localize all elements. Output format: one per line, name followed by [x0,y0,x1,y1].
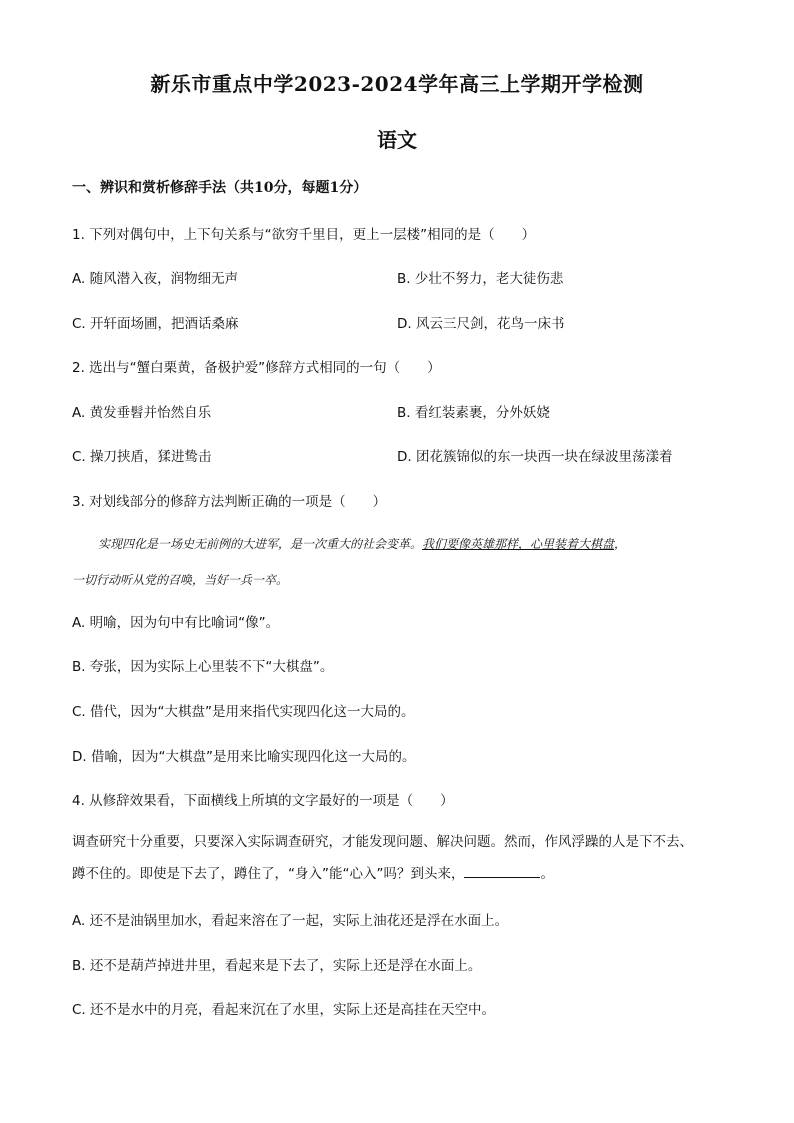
question-2-option-d: D. 团花簇锦似的东一块西一块在绿波里荡漾着 [397,449,673,465]
question-2-stem: 2. 选出与“蟹白栗黄，备极护爱”修辞方式相同的一句（ ） [72,360,441,376]
question-3-passage [72,526,722,598]
question-2-option-b: B. 看红装素裹，分外妖娆 [397,405,550,421]
question-4-option-c: C. 还不是水中的月亮，看起来沉在了水里，实际上还是高挂在天空中。 [72,1002,496,1018]
section-heading: 一、辨识和赏析修辞手法（共10分，每题1分） [72,180,368,196]
answer-blank[interactable] [464,863,540,878]
page-subtitle: 语文 [377,128,417,152]
question-1-option-b: B. 少壮不努力，老大徒伤悲 [397,271,564,287]
paragraph-line-2: 蹲不住的。即使是下去了，蹲住了，“身入”能“心入”吗？到头来， [72,866,465,882]
paragraph-line-1: 调查研究十分重要，只要深入实际调查研究，才能发现问题、解决问题。然而，作风浮躁的人是下不去、 [72,834,693,850]
question-1-option-c: C. 开轩面场圃，把酒话桑麻 [72,316,239,332]
passage-comma: ， [614,537,627,551]
question-1-stem: 1. 下列对偶句中，上下句关系与“欲穷千里目，更上一层楼”相同的是（ ） [72,227,536,243]
passage-lead: 实现四化是一场史无前例的大进军，是一次重大的社会变革。 [98,537,423,551]
question-2-option-a: A. 黄发垂髫并怡然自乐 [72,405,212,421]
paragraph-end: 。 [540,866,554,882]
question-4-option-b: B. 还不是葫芦掉进井里，看起来是下去了，实际上还是浮在水面上。 [72,958,482,974]
question-2-option-c: C. 操刀挟盾，猱进鸷击 [72,449,212,465]
question-1-option-a: A. 随风潜入夜，润物细无声 [72,271,239,287]
passage-underlined: 我们要像英雄那样，心里装着大棋盘 [422,537,615,551]
question-1-option-d: D. 风云三尺剑，花鸟一床书 [397,316,565,332]
question-4-stem: 4. 从修辞效果看，下面横线上所填的文字最好的一项是（ ） [72,793,454,809]
passage-tail: 一切行动听从党的召唤，当好一兵一卒。 [72,573,289,587]
question-3-option-b: B. 夸张，因为实际上心里装不下“大棋盘”。 [72,659,334,675]
question-3-option-d: D. 借喻，因为“大棋盘”是用来比喻实现四化这一大局的。 [72,749,416,765]
question-4-option-a: A. 还不是油锅里加水，看起来溶在了一起，实际上油花还是浮在水面上。 [72,913,509,929]
question-3-option-a: A. 明喻，因为句中有比喻词“像”。 [72,615,280,631]
question-3-stem: 3. 对划线部分的修辞方法判断正确的一项是（ ） [72,494,387,510]
question-4-paragraph [72,826,722,890]
question-3-option-c: C. 借代，因为“大棋盘”是用来指代实现四化这一大局的。 [72,704,415,720]
page-title: 新乐市重点中学2023-2024学年高三上学期开学检测 [150,72,644,96]
